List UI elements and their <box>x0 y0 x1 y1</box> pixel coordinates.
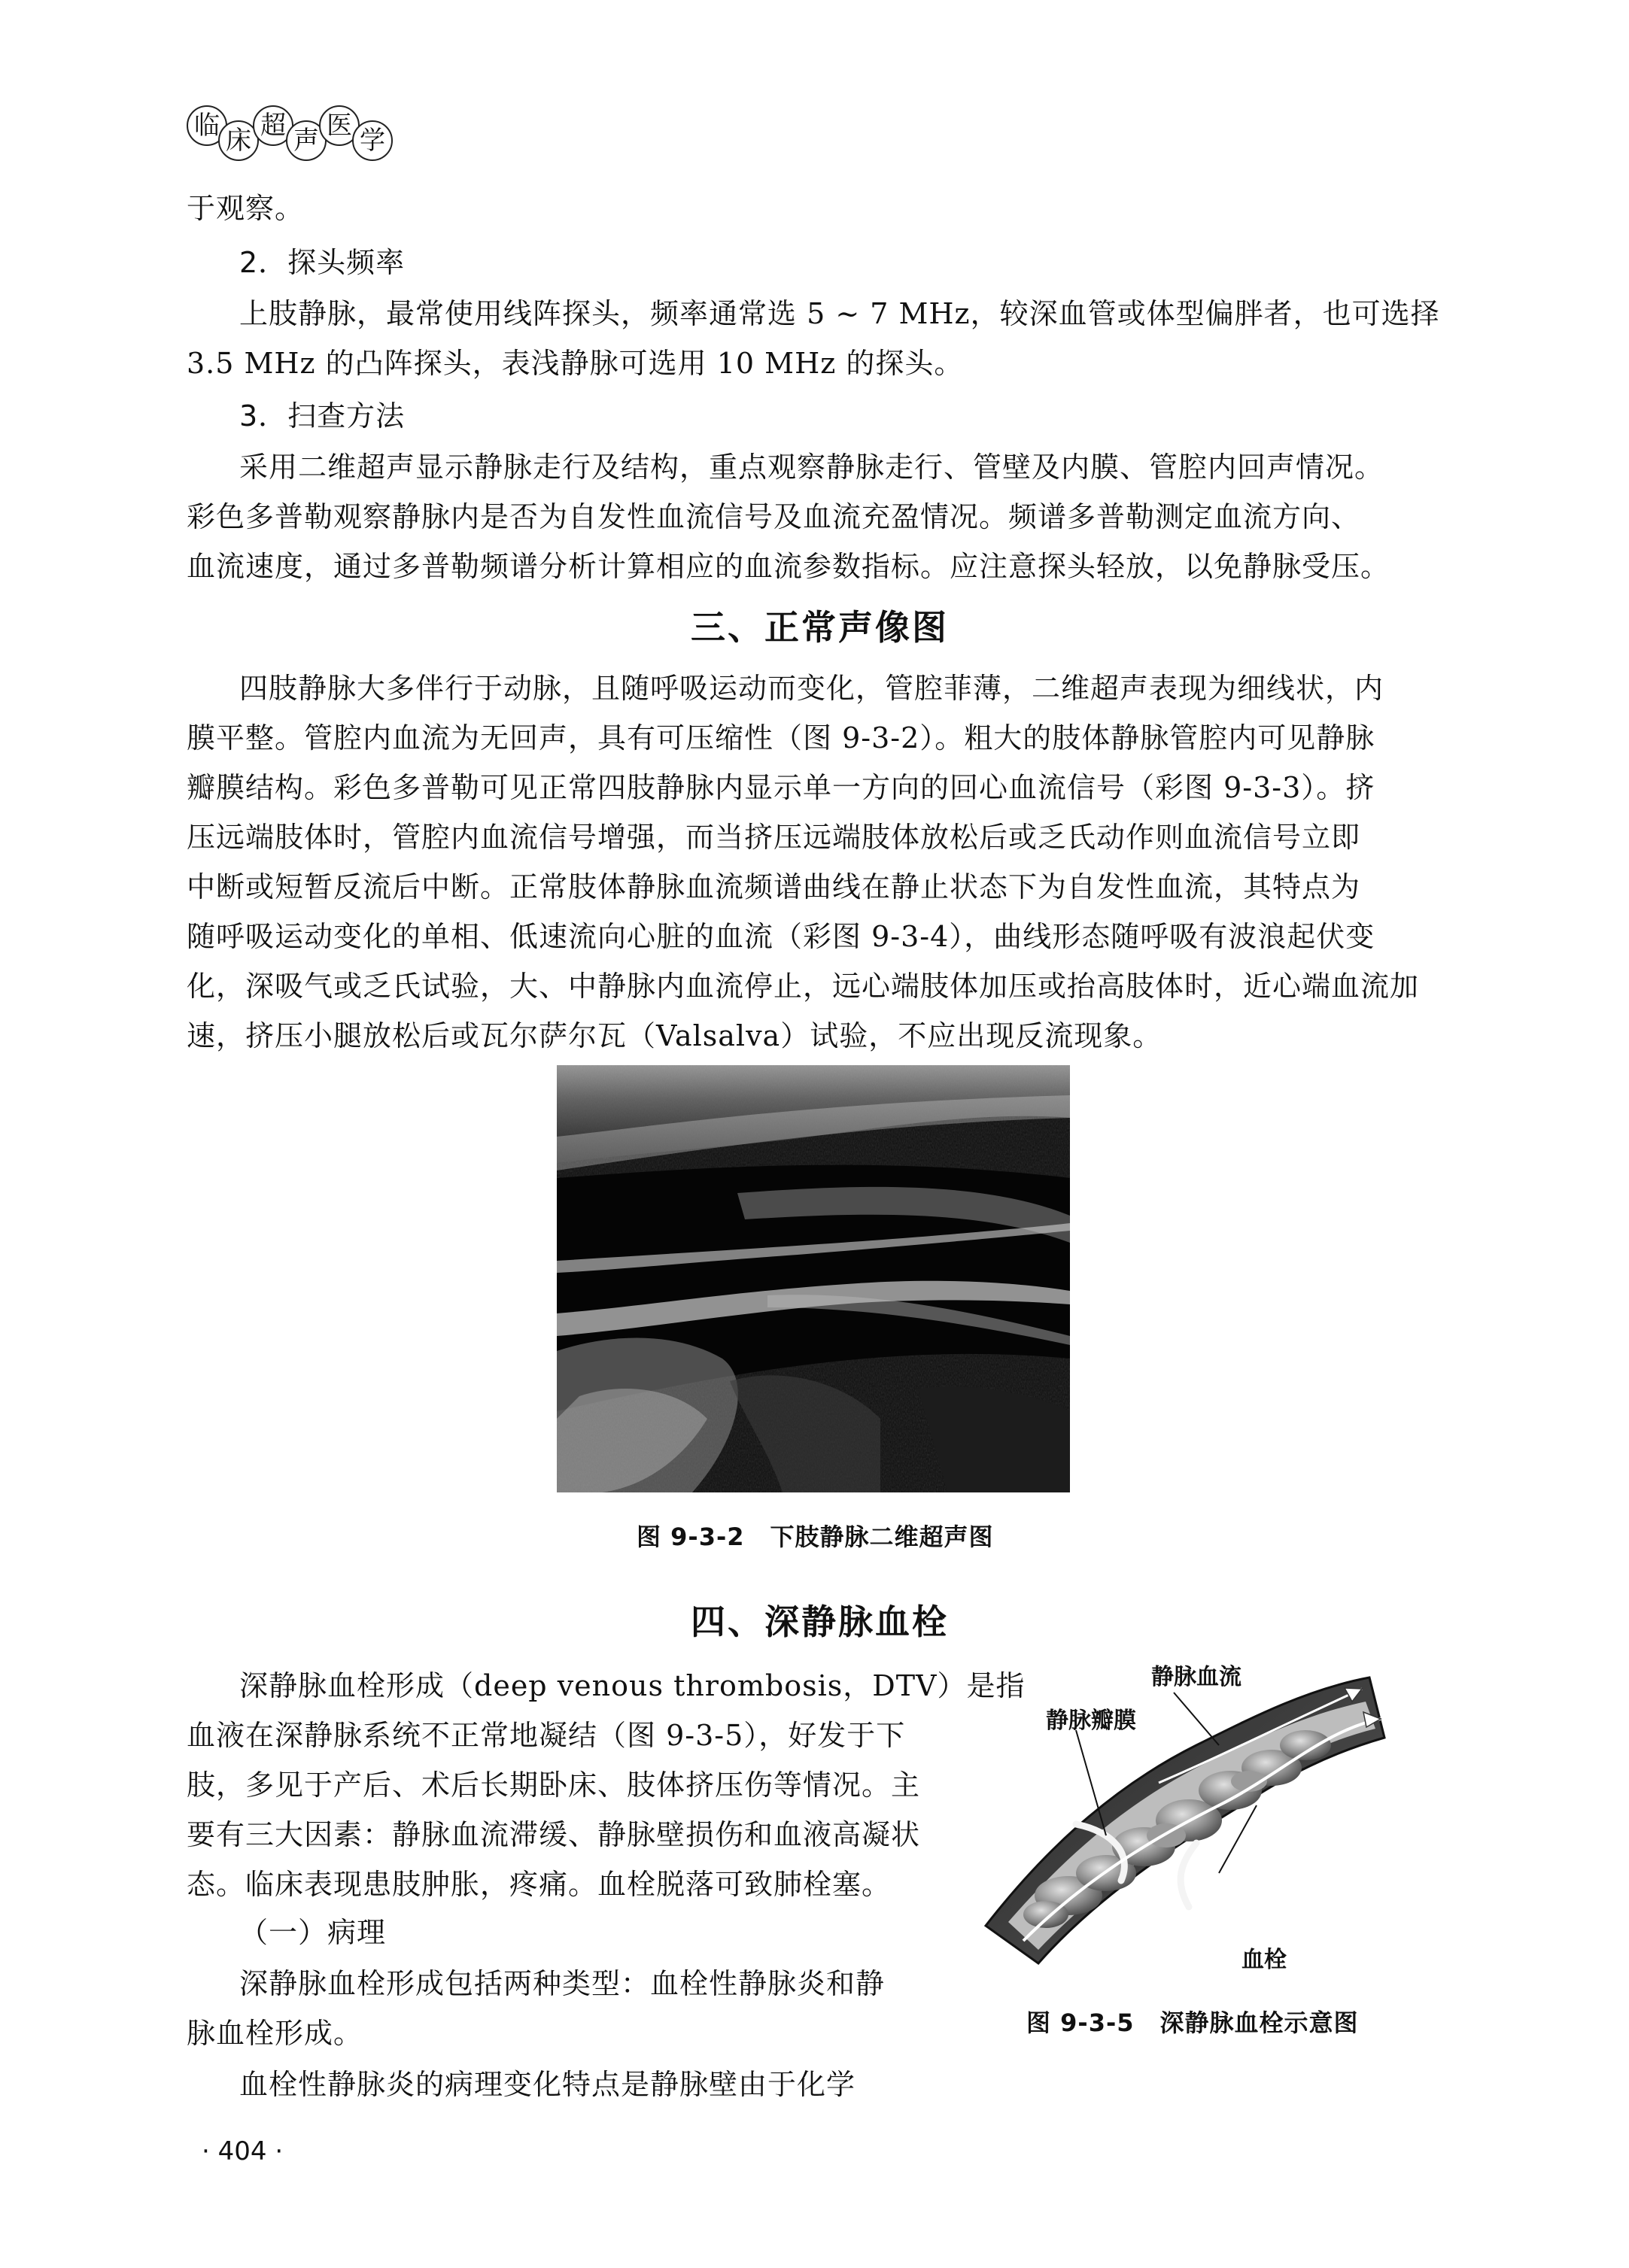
text-line: 态。临床表现患肢肿胀，疼痛。血栓脱落可致肺栓塞。 <box>187 1868 892 1901</box>
dvt-diagram <box>971 1655 1392 1971</box>
text-line: 速，挤压小腿放松后或瓦尔萨尔瓦（Valsalva）试验，不应出现反流现象。 <box>187 1019 1162 1052</box>
subheading: （一）病理 <box>239 1916 387 1949</box>
text-line: 上肢静脉，最常使用线阵探头，频率通常选 5 ~ 7 MHz，较深血管或体型偏胖者，也可选择 <box>239 297 1440 330</box>
text-line: 瓣膜结构。彩色多普勒可见正常四肢静脉内显示单一方向的回心血流信号（彩图 9-3-3）。挤 <box>187 771 1375 804</box>
ultrasound-graphic <box>557 1065 1070 1492</box>
subheading: 3．扫查方法 <box>239 399 406 433</box>
header-char: 临 <box>187 105 227 146</box>
figure-title: 深静脉血栓示意图 <box>1159 2008 1359 2037</box>
text-line: 于观察。 <box>187 192 305 225</box>
page-number: · 404 · <box>202 2136 284 2166</box>
label-thrombus: 血栓 <box>1242 1947 1287 1973</box>
text-line: 彩色多普勒观察静脉内是否为自发性血流信号及血流充盈情况。频谱多普勒测定血流方向、 <box>187 500 1361 533</box>
label-venous-flow: 静脉血流 <box>1151 1664 1242 1690</box>
header-char: 声 <box>286 120 327 161</box>
header-char: 超 <box>253 105 293 146</box>
text-line: 采用二维超声显示静脉走行及结构，重点观察静脉走行、管壁及内膜、管腔内回声情况。 <box>239 451 1384 484</box>
figure-title: 下肢静脉二维超声图 <box>770 1523 994 1551</box>
text-line: 深静脉血栓形成（deep venous thrombosis，DTV）是指 <box>239 1669 1026 1702</box>
text-line: 压远端肢体时，管腔内血流信号增强，而当挤压远端肢体放松后或乏氏动作则血流信号立即 <box>187 821 1361 854</box>
section-heading: 四、深静脉血栓 <box>691 1602 949 1642</box>
figure-number: 图 9-3-2 <box>637 1523 745 1551</box>
figure-caption <box>637 1518 994 1553</box>
text-line: 血流速度，通过多普勒频谱分析计算相应的血流参数指标。应注意探头轻放，以免静脉受压。 <box>187 550 1390 583</box>
figure-caption <box>1026 2004 1359 2039</box>
ultrasound-image <box>557 1065 1070 1492</box>
text-line: 四肢静脉大多伴行于动脉，且随呼吸运动而变化，管腔菲薄，二维超声表现为细线状，内 <box>239 672 1384 705</box>
dvt-graphic <box>971 1655 1392 1971</box>
text-line: 脉血栓形成。 <box>187 2017 363 2050</box>
subheading: 2．探头频率 <box>239 246 406 279</box>
text-line: 随呼吸运动变化的单相、低速流向心脏的血流（彩图 9-3-4），曲线形态随呼吸有波浪起伏变 <box>187 920 1375 953</box>
section-heading: 三、正常声像图 <box>691 607 949 648</box>
text-line: 膜平整。管腔内血流为无回声，具有可压缩性（图 9-3-2）。粗大的肢体静脉管腔内可见静脉 <box>187 721 1375 754</box>
header-char: 床 <box>218 120 259 161</box>
text-line: 肢，多见于产后、术后长期卧床、肢体挤压伤等情况。主 <box>187 1769 921 1802</box>
text-line: 3.5 MHz 的凸阵探头，表浅静脉可选用 10 MHz 的探头。 <box>187 347 964 380</box>
text-line: 血液在深静脉系统不正常地凝结（图 9-3-5），好发于下 <box>187 1719 906 1752</box>
text-line: 要有三大因素：静脉血流滞缓、静脉壁损伤和血液高凝状 <box>187 1818 921 1851</box>
figure-number: 图 9-3-5 <box>1026 2008 1135 2037</box>
header-char: 学 <box>352 120 393 161</box>
header-char: 医 <box>319 105 360 146</box>
text-line: 血栓性静脉炎的病理变化特点是静脉壁由于化学 <box>239 2068 856 2101</box>
text-line: 化，深吸气或乏氏试验，大、中静脉内血流停止，远心端肢体加压或抬高肢体时，近心端血流加 <box>187 970 1420 1003</box>
text-line: 深静脉血栓形成包括两种类型：血栓性静脉炎和静 <box>239 1967 886 2000</box>
text-line: 中断或短暂反流后中断。正常肢体静脉血流频谱曲线在静止状态下为自发性血流，其特点为 <box>187 870 1361 903</box>
label-venous-valve: 静脉瓣膜 <box>1046 1708 1136 1734</box>
